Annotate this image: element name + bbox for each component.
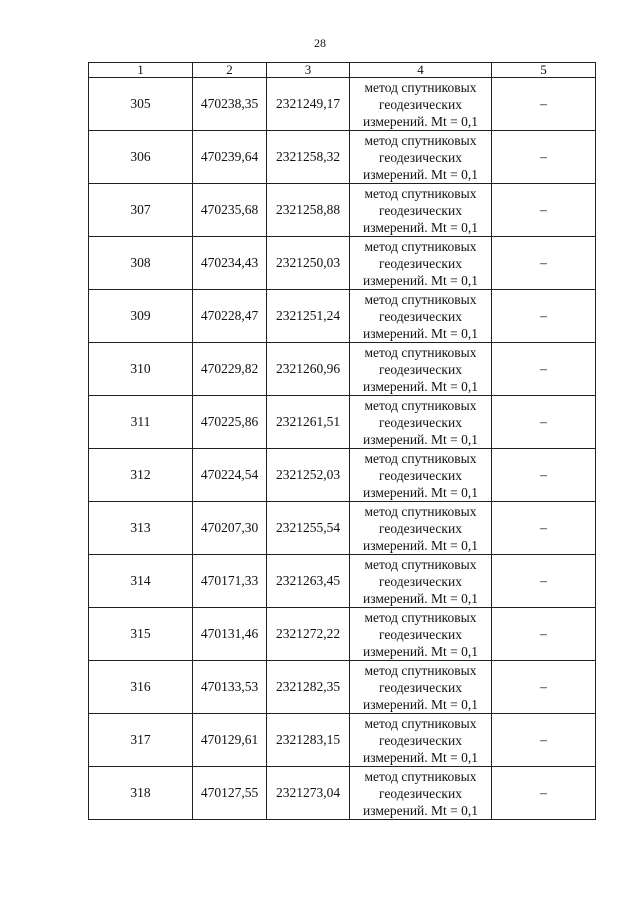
table-row: [89, 237, 596, 290]
method-cell: [350, 555, 492, 608]
method-cell: [350, 290, 492, 343]
point-number-cell: 313: [89, 502, 193, 555]
point-number-cell: 317: [89, 714, 193, 767]
method-line: геодезических: [379, 679, 462, 695]
coordinates-table: [88, 62, 596, 820]
method-cell: [350, 237, 492, 290]
table-row: [89, 78, 596, 131]
method-line: измерений. Mt = 0,1: [362, 484, 479, 500]
method-line: метод спутниковых: [364, 291, 477, 307]
note-cell: –: [492, 184, 596, 237]
note-cell: –: [492, 131, 596, 184]
column-header: 3: [267, 63, 350, 78]
method-line: метод спутниковых: [364, 503, 477, 519]
method-line: измерений. Mt = 0,1: [362, 113, 479, 129]
y-coordinate-cell: 2321261,51: [267, 396, 350, 449]
page-number: 28: [314, 36, 326, 50]
method-cell: [350, 396, 492, 449]
y-coordinate-cell: 2321272,22: [267, 608, 350, 661]
method-line: геодезических: [379, 308, 462, 324]
table-row: [89, 184, 596, 237]
column-header: 1: [89, 63, 193, 78]
table-row: [89, 396, 596, 449]
table-header-row: [89, 63, 596, 78]
point-number-cell: 316: [89, 661, 193, 714]
method-line: геодезических: [379, 732, 462, 748]
method-line: геодезических: [379, 149, 462, 165]
method-line: геодезических: [379, 626, 462, 642]
method-line: измерений. Mt = 0,1: [362, 431, 479, 447]
method-line: измерений. Mt = 0,1: [362, 802, 479, 818]
method-line: измерений. Mt = 0,1: [362, 325, 479, 341]
method-cell: [350, 767, 492, 820]
method-line: метод спутниковых: [364, 79, 477, 95]
note-cell: –: [492, 502, 596, 555]
x-coordinate-cell: 470234,43: [193, 237, 267, 290]
point-number-cell: 315: [89, 608, 193, 661]
method-cell: [350, 502, 492, 555]
table-row: [89, 343, 596, 396]
method-line: измерений. Mt = 0,1: [362, 537, 479, 553]
method-cell: [350, 184, 492, 237]
note-cell: –: [492, 290, 596, 343]
note-cell: –: [492, 555, 596, 608]
y-coordinate-cell: 2321250,03: [267, 237, 350, 290]
x-coordinate-cell: 470228,47: [193, 290, 267, 343]
point-number-cell: 310: [89, 343, 193, 396]
x-coordinate-cell: 470229,82: [193, 343, 267, 396]
table-row: [89, 661, 596, 714]
method-line: геодезических: [379, 361, 462, 377]
method-line: геодезических: [379, 467, 462, 483]
method-line: метод спутниковых: [364, 185, 477, 201]
table-row: [89, 502, 596, 555]
method-line: измерений. Mt = 0,1: [362, 272, 479, 288]
x-coordinate-cell: 470224,54: [193, 449, 267, 502]
x-coordinate-cell: 470239,64: [193, 131, 267, 184]
method-cell: [350, 608, 492, 661]
point-number-cell: 312: [89, 449, 193, 502]
x-coordinate-cell: 470238,35: [193, 78, 267, 131]
y-coordinate-cell: 2321263,45: [267, 555, 350, 608]
method-cell: [350, 661, 492, 714]
note-cell: –: [492, 343, 596, 396]
point-number-cell: 314: [89, 555, 193, 608]
method-line: геодезических: [379, 414, 462, 430]
method-cell: [350, 449, 492, 502]
method-line: метод спутниковых: [364, 132, 477, 148]
x-coordinate-cell: 470129,61: [193, 714, 267, 767]
method-line: метод спутниковых: [364, 344, 477, 360]
point-number-cell: 308: [89, 237, 193, 290]
x-coordinate-cell: 470131,46: [193, 608, 267, 661]
x-coordinate-cell: 470235,68: [193, 184, 267, 237]
method-cell: [350, 343, 492, 396]
table-row: [89, 449, 596, 502]
method-line: метод спутниковых: [364, 556, 477, 572]
x-coordinate-cell: 470171,33: [193, 555, 267, 608]
method-line: измерений. Mt = 0,1: [362, 643, 479, 659]
note-cell: –: [492, 608, 596, 661]
method-cell: [350, 714, 492, 767]
column-header: 2: [193, 63, 267, 78]
method-line: метод спутниковых: [364, 768, 477, 784]
note-cell: –: [492, 714, 596, 767]
method-cell: [350, 78, 492, 131]
point-number-cell: 305: [89, 78, 193, 131]
point-number-cell: 318: [89, 767, 193, 820]
table-row: [89, 608, 596, 661]
point-number-cell: 307: [89, 184, 193, 237]
method-line: геодезических: [379, 520, 462, 536]
method-line: метод спутниковых: [364, 238, 477, 254]
method-line: геодезических: [379, 573, 462, 589]
x-coordinate-cell: 470207,30: [193, 502, 267, 555]
y-coordinate-cell: 2321252,03: [267, 449, 350, 502]
method-line: геодезических: [379, 202, 462, 218]
point-number-cell: 309: [89, 290, 193, 343]
note-cell: –: [492, 767, 596, 820]
y-coordinate-cell: 2321251,24: [267, 290, 350, 343]
note-cell: –: [492, 396, 596, 449]
y-coordinate-cell: 2321249,17: [267, 78, 350, 131]
y-coordinate-cell: 2321258,32: [267, 131, 350, 184]
method-line: метод спутниковых: [364, 450, 477, 466]
y-coordinate-cell: 2321273,04: [267, 767, 350, 820]
table-row: [89, 131, 596, 184]
note-cell: –: [492, 78, 596, 131]
method-line: измерений. Mt = 0,1: [362, 696, 479, 712]
method-line: геодезических: [379, 785, 462, 801]
y-coordinate-cell: 2321260,96: [267, 343, 350, 396]
method-line: метод спутниковых: [364, 662, 477, 678]
method-line: измерений. Mt = 0,1: [362, 590, 479, 606]
y-coordinate-cell: 2321282,35: [267, 661, 350, 714]
table-row: [89, 290, 596, 343]
column-header: 5: [492, 63, 596, 78]
method-line: метод спутниковых: [364, 397, 477, 413]
x-coordinate-cell: 470225,86: [193, 396, 267, 449]
method-line: геодезических: [379, 255, 462, 271]
method-line: измерений. Mt = 0,1: [362, 166, 479, 182]
table-row: [89, 767, 596, 820]
x-coordinate-cell: 470133,53: [193, 661, 267, 714]
x-coordinate-cell: 470127,55: [193, 767, 267, 820]
method-cell: [350, 131, 492, 184]
method-line: геодезических: [379, 96, 462, 112]
point-number-cell: 306: [89, 131, 193, 184]
method-line: измерений. Mt = 0,1: [362, 219, 479, 235]
y-coordinate-cell: 2321255,54: [267, 502, 350, 555]
method-line: измерений. Mt = 0,1: [362, 378, 479, 394]
method-line: метод спутниковых: [364, 609, 477, 625]
method-line: метод спутниковых: [364, 715, 477, 731]
note-cell: –: [492, 237, 596, 290]
column-header: 4: [350, 63, 492, 78]
point-number-cell: 311: [89, 396, 193, 449]
table-row: [89, 714, 596, 767]
y-coordinate-cell: 2321258,88: [267, 184, 350, 237]
note-cell: –: [492, 449, 596, 502]
table-row: [89, 555, 596, 608]
note-cell: –: [492, 661, 596, 714]
method-line: измерений. Mt = 0,1: [362, 749, 479, 765]
y-coordinate-cell: 2321283,15: [267, 714, 350, 767]
